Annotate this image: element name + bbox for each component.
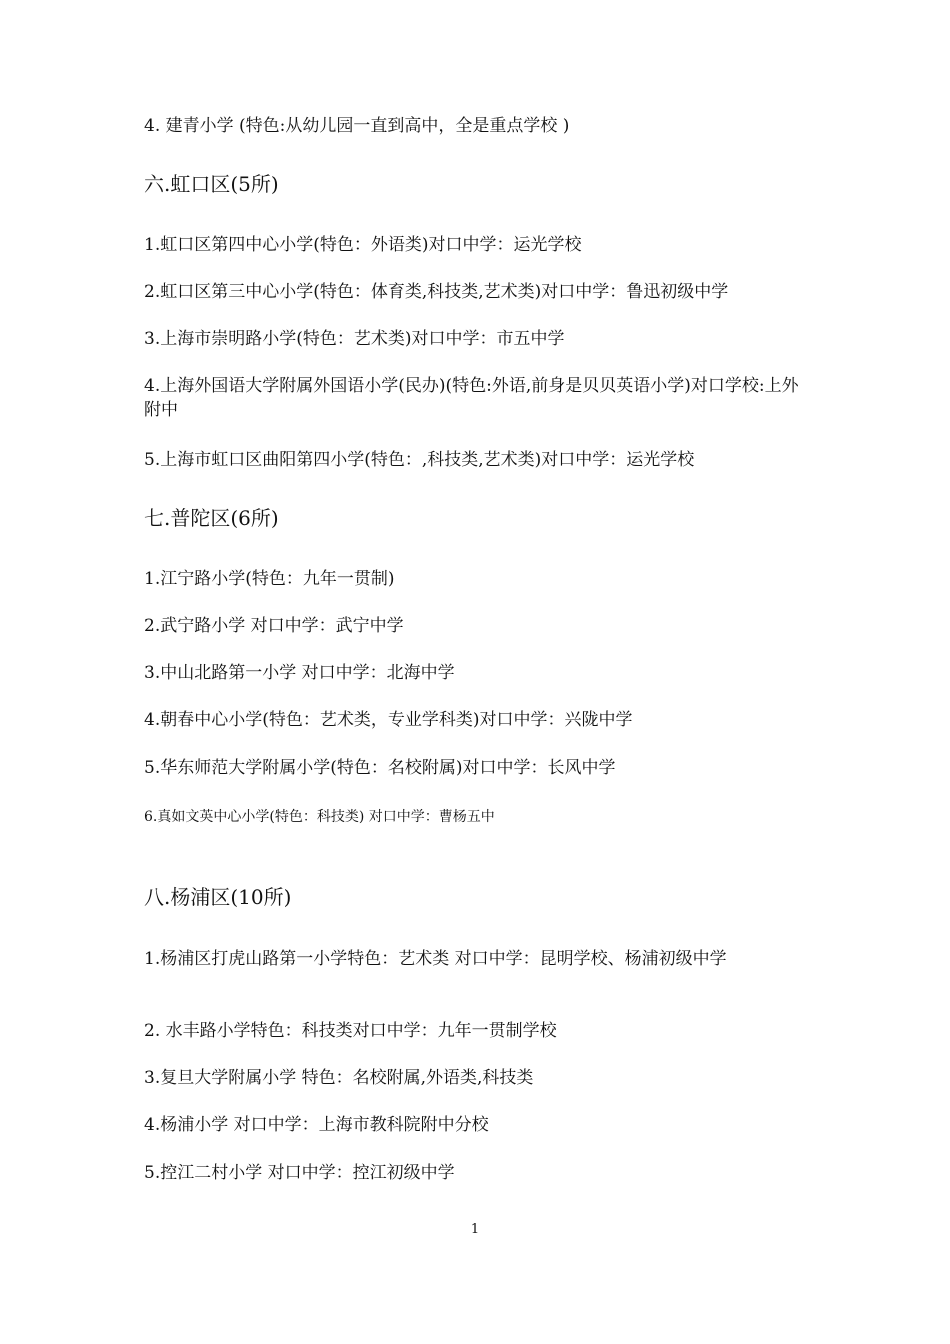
list-item: 5.上海市虹口区曲阳第四小学(特色：,科技类,艺术类)对口中学：运光学校 (144, 450, 695, 470)
list-item: 4.杨浦小学 对口中学：上海市教科院附中分校 (144, 1115, 489, 1135)
section-heading-hongkou: 六.虹口区(5所) (144, 172, 279, 196)
list-item: 5.控江二村小学 对口中学：控江初级中学 (144, 1163, 455, 1183)
list-item: 4.上海外国语大学附属外国语小学(民办)(特色:外语,前身是贝贝英语小学)对口学校:上外附中 (144, 376, 799, 420)
list-item: 3.上海市崇明路小学(特色：艺术类)对口中学：市五中学 (144, 329, 565, 349)
list-item: 5.华东师范大学附属小学(特色：名校附属)对口中学：长风中学 (144, 758, 616, 778)
list-item: 6.真如文英中心小学(特色：科技类) 对口中学：曹杨五中 (144, 809, 495, 825)
list-item: 4. 建青小学 (特色:从幼儿园一直到高中，全是重点学校 ) (144, 116, 570, 136)
section-heading-putuo: 七.普陀区(6所) (144, 506, 279, 530)
list-item: 1.虹口区第四中心小学(特色：外语类)对口中学：运光学校 (144, 235, 582, 255)
list-item: 2.虹口区第三中心小学(特色：体育类,科技类,艺术类)对口中学：鲁迅初级中学 (144, 282, 729, 302)
page-number: 1 (470, 1222, 480, 1237)
list-item: 3.中山北路第一小学 对口中学：北海中学 (144, 663, 455, 683)
list-item: 2.武宁路小学 对口中学：武宁中学 (144, 616, 404, 636)
list-item: 2. 水丰路小学特色：科技类对口中学：九年一贯制学校 (144, 1021, 557, 1041)
section-heading-yangpu: 八.杨浦区(10所) (144, 885, 292, 909)
list-item: 1.杨浦区打虎山路第一小学特色：艺术类 对口中学：昆明学校、杨浦初级中学 (144, 949, 727, 969)
list-item: 4.朝春中心小学(特色：艺术类，专业学科类)对口中学：兴陇中学 (144, 710, 633, 730)
list-item: 1.江宁路小学(特色：九年一贯制) (144, 569, 395, 589)
list-item: 3.复旦大学附属小学 特色：名校附属,外语类,科技类 (144, 1068, 534, 1088)
